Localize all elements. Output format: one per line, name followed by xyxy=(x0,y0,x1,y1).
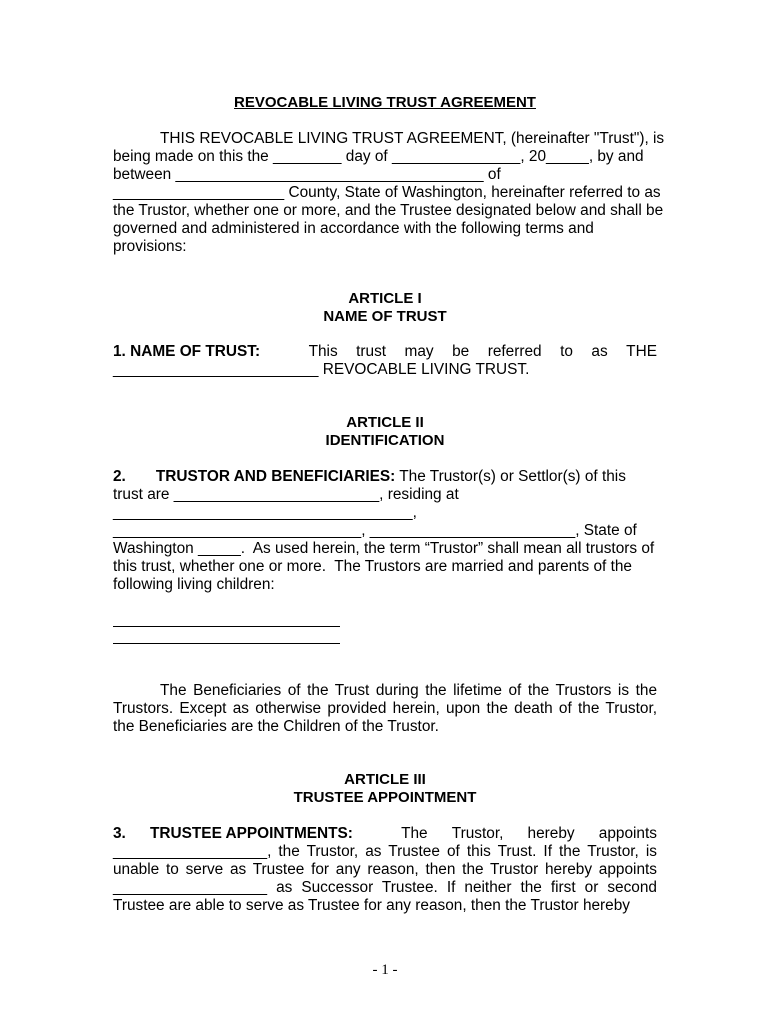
beneficiaries-paragraph: The Beneficiaries of the Trust during the lifetime of the Trustors is the Trustors. Except as otherwise provided herein, upon the death of the Trustor, the Beneficiaries are the Children of the Trustor. xyxy=(113,682,657,735)
intro-line: between ____________________________________ of xyxy=(113,166,501,183)
intro-line: the Trustor, whether one or more, and the Trustee designated below and shall be xyxy=(113,202,664,219)
section-1-line: 1. NAME OF TRUST: This trust may be referred to as THE xyxy=(113,343,657,360)
intro-line: governed and administered in accordance with the following terms and xyxy=(113,220,594,237)
article-2-number: ARTICLE II xyxy=(346,414,424,431)
article-1-number: ARTICLE I xyxy=(348,290,422,307)
section-2-number: 2. xyxy=(113,468,126,485)
article-3-name: TRUSTEE APPOINTMENT xyxy=(293,789,477,806)
article-1-name: NAME OF TRUST xyxy=(323,308,447,325)
section-1-label: 1. NAME OF TRUST: xyxy=(113,343,261,360)
section-2-line: Washington _____. As used herein, the term “Trustor” shall mean all trustors of xyxy=(113,540,655,557)
document-title: REVOCABLE LIVING TRUST AGREEMENT xyxy=(234,94,536,111)
section-2-line: following living children: xyxy=(113,576,275,593)
section-2-line: ___________________________________, xyxy=(113,504,417,521)
article-3-number: ARTICLE III xyxy=(344,771,426,788)
section-2-line-1: 2. TRUSTOR AND BENEFICIARIES: The Trustor(s) or Settlor(s) of this xyxy=(113,468,626,485)
section-3-label: TRUSTEE APPOINTMENTS: xyxy=(150,825,353,842)
article-2-name: IDENTIFICATION xyxy=(325,432,445,449)
section-2-line: this trust, whether one or more. The Trustors are married and parents of the xyxy=(113,558,632,575)
section-3-body: __________________, the Trustor, as Trustee of this Trust. If the Trustor, is unable to serve as Trustee for any reason, then the Trustor hereby appoints __________________ as Successor Trustee. If neither the first or second Trustee are able to serve as Trustee for any reason, then the Trustor hereby xyxy=(113,843,657,914)
section-3-line: 3. TRUSTEE APPOINTMENTS: The Trustor, hereby appoints xyxy=(113,825,657,842)
intro-line: THIS REVOCABLE LIVING TRUST AGREEMENT, (hereinafter "Trust"), is xyxy=(160,130,665,147)
section-1-line-2: ________________________ REVOCABLE LIVING TRUST. xyxy=(113,361,530,378)
child-blank-line xyxy=(113,643,340,644)
child-blank-line xyxy=(113,626,340,627)
section-2-line: trust are ________________________, residing at xyxy=(113,486,459,503)
intro-line: provisions: xyxy=(113,238,187,255)
intro-line: being made on this the ________ day of _______________, 20_____, by and xyxy=(113,148,644,165)
section-2-line: _____________________________, ________________________, State of xyxy=(113,522,637,539)
page-number: - 1 - xyxy=(372,962,398,978)
section-3-number: 3. xyxy=(113,825,126,842)
intro-line: ____________________ County, State of Washington, hereinafter referred to as xyxy=(113,184,661,201)
section-2-label: TRUSTOR AND BENEFICIARIES: xyxy=(155,468,396,485)
